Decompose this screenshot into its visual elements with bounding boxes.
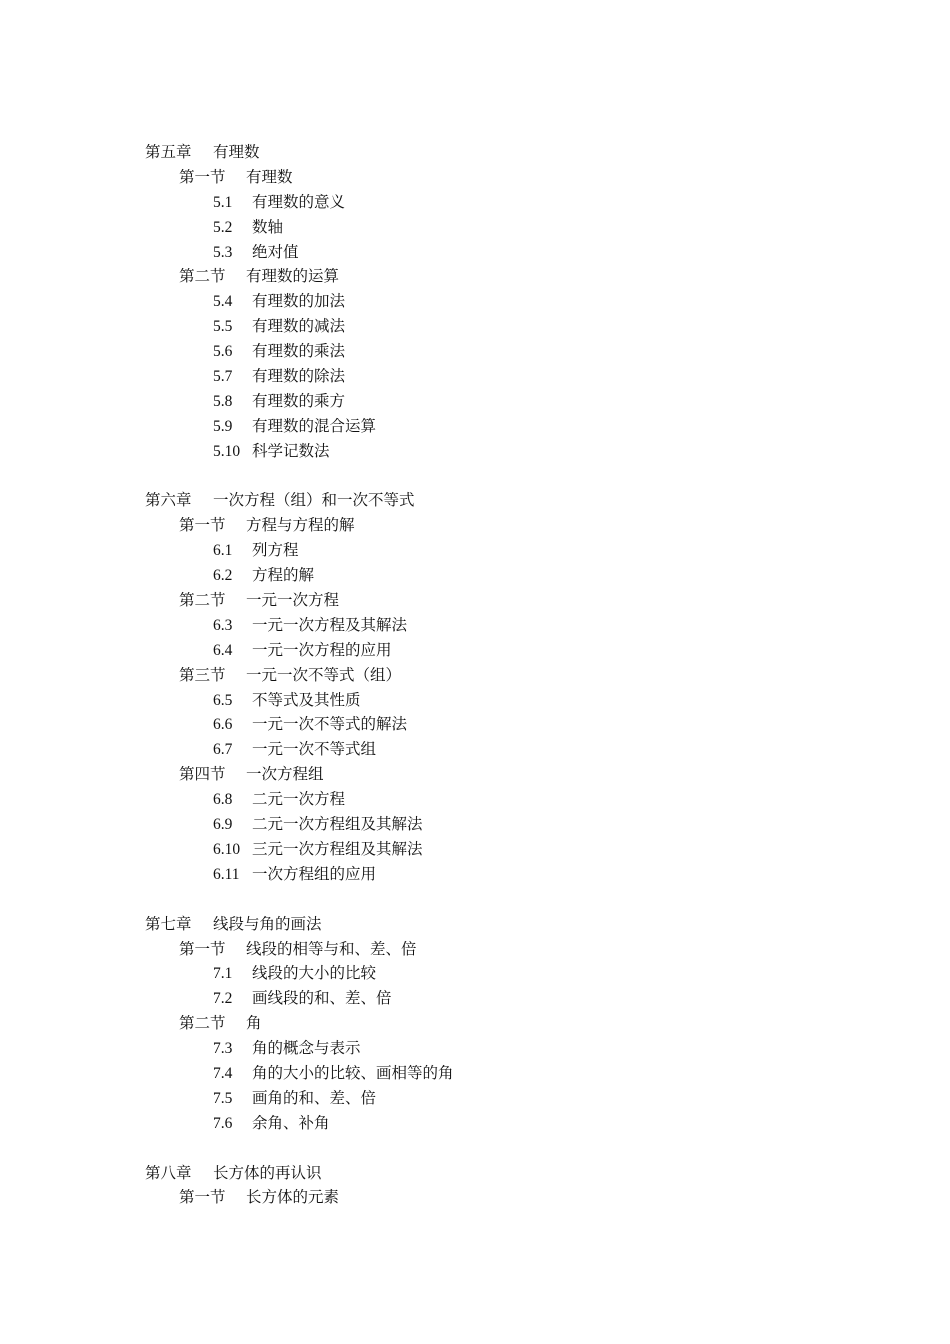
toc-entry-number: 6.3 — [213, 616, 233, 634]
section-heading — [145, 937, 905, 962]
toc-entry — [145, 289, 905, 314]
chapter-heading-number: 第七章 — [145, 915, 192, 933]
toc-entry — [145, 339, 905, 364]
toc-entry-number: 7.2 — [213, 990, 233, 1008]
section-heading — [145, 513, 905, 538]
toc-entry-title: 一元一次方程及其解法 — [252, 615, 408, 634]
toc-entry-number: 5.7 — [213, 368, 233, 386]
toc-entry-number: 5.10 — [213, 442, 241, 460]
toc-entry-number: 7.6 — [213, 1114, 233, 1132]
toc-entry-number: 7.4 — [213, 1064, 233, 1082]
toc-entry-number: 5.6 — [213, 343, 233, 361]
toc-entry-number: 5.5 — [213, 318, 233, 336]
section-heading — [145, 588, 905, 613]
toc-entry-title: 三元一次方程组及其解法 — [252, 839, 423, 858]
toc-entry — [145, 215, 905, 240]
section-heading-title: 有理数的运算 — [246, 267, 340, 286]
section-heading-number: 第二节 — [179, 268, 226, 286]
toc-entry-title: 有理数的减法 — [252, 317, 346, 336]
toc-entry-title: 一元一次不等式组 — [252, 740, 377, 759]
toc-entry-number: 6.1 — [213, 542, 233, 560]
toc-entry — [145, 613, 905, 638]
toc-entry-number: 6.10 — [213, 840, 241, 858]
toc-entry-title: 线段的大小的比较 — [252, 964, 377, 983]
section-heading-number: 第一节 — [179, 517, 226, 535]
toc-entry-title: 一元一次不等式的解法 — [252, 715, 408, 734]
chapter-heading-number: 第五章 — [145, 144, 192, 161]
chapter-heading — [145, 912, 905, 937]
toc-entry-number: 5.1 — [213, 193, 233, 211]
toc-entry-number: 6.8 — [213, 791, 233, 809]
toc-entry-title: 绝对值 — [252, 242, 299, 261]
chapter-heading-title: 线段与角的画法 — [213, 914, 322, 933]
chapter-heading — [145, 488, 905, 513]
toc-entry — [145, 314, 905, 339]
section-heading-number: 第一节 — [179, 1189, 226, 1207]
toc-entry-title: 一次方程组的应用 — [252, 864, 377, 883]
toc-entry-title: 方程的解 — [252, 566, 315, 585]
toc-entry — [145, 688, 905, 713]
toc-entry — [145, 986, 905, 1011]
chapter-heading-title: 有理数 — [213, 143, 260, 161]
chapter-heading-title: 长方体的再认识 — [213, 1163, 322, 1182]
table-of-contents — [145, 140, 905, 1210]
toc-entry — [145, 862, 905, 887]
section-heading-title: 角 — [246, 1014, 262, 1033]
section-heading-number: 第一节 — [179, 168, 226, 186]
chapter-heading-number: 第六章 — [145, 492, 192, 510]
toc-entry-number: 5.3 — [213, 243, 233, 261]
section-heading — [145, 264, 905, 289]
toc-entry-number: 5.4 — [213, 293, 233, 311]
toc-entry-title: 有理数的乘方 — [252, 391, 346, 410]
chapter-spacer — [145, 464, 905, 489]
toc-entry-title: 有理数的混合运算 — [252, 416, 377, 435]
section-heading-number: 第二节 — [179, 592, 226, 610]
section-heading-title: 线段的相等与和、差、倍 — [246, 939, 417, 958]
toc-entry-title: 画角的和、差、倍 — [252, 1088, 377, 1107]
chapter-heading-number: 第八章 — [145, 1164, 192, 1182]
toc-entry-title: 余角、补角 — [252, 1113, 330, 1132]
toc-entry-title: 科学记数法 — [252, 441, 330, 460]
chapter-spacer — [145, 1136, 905, 1161]
toc-entry-title: 有理数的意义 — [252, 192, 346, 211]
toc-entry-title: 一元一次方程的应用 — [252, 640, 392, 659]
toc-entry-title: 角的大小的比较、画相等的角 — [252, 1063, 454, 1082]
section-heading-number: 第一节 — [179, 940, 226, 958]
section-heading-title: 一元一次方程 — [246, 591, 340, 610]
toc-entry — [145, 364, 905, 389]
toc-entry-title: 有理数的除法 — [252, 367, 346, 386]
chapter-heading — [145, 140, 905, 165]
toc-entry-title: 有理数的加法 — [252, 292, 346, 311]
toc-entry — [145, 737, 905, 762]
toc-entry-number: 7.1 — [213, 965, 233, 983]
section-heading-number: 第四节 — [179, 766, 226, 784]
toc-entry — [145, 1036, 905, 1061]
toc-entry — [145, 414, 905, 439]
chapter-heading-title: 一次方程（组）和一次不等式 — [213, 491, 415, 510]
toc-entry-number: 6.9 — [213, 816, 233, 834]
toc-entry — [145, 638, 905, 663]
toc-entry — [145, 439, 905, 464]
section-heading — [145, 762, 905, 787]
toc-entry — [145, 712, 905, 737]
toc-entry-number: 6.5 — [213, 691, 233, 709]
section-heading-title: 一次方程组 — [246, 765, 324, 784]
toc-entry — [145, 1061, 905, 1086]
section-heading-title: 有理数 — [246, 167, 293, 186]
toc-entry-number: 7.5 — [213, 1089, 233, 1107]
toc-entry-number: 6.11 — [213, 865, 240, 883]
toc-entry — [145, 1086, 905, 1111]
toc-entry — [145, 389, 905, 414]
toc-entry-number: 6.4 — [213, 641, 233, 659]
toc-entry-number: 5.8 — [213, 392, 233, 410]
toc-entry-title: 角的概念与表示 — [252, 1039, 361, 1058]
section-heading — [145, 1185, 905, 1210]
section-heading — [145, 165, 905, 190]
toc-entry — [145, 787, 905, 812]
toc-entry-number: 5.9 — [213, 417, 233, 435]
toc-entry-number: 5.2 — [213, 218, 233, 236]
toc-entry — [145, 563, 905, 588]
section-heading-title: 方程与方程的解 — [246, 516, 355, 535]
toc-entry — [145, 812, 905, 837]
toc-entry-number: 6.2 — [213, 567, 233, 585]
toc-entry — [145, 240, 905, 265]
toc-entry — [145, 538, 905, 563]
section-heading — [145, 663, 905, 688]
toc-entry-title: 二元一次方程组及其解法 — [252, 815, 423, 834]
section-heading-number: 第二节 — [179, 1015, 226, 1033]
toc-entry-title: 有理数的乘法 — [252, 342, 346, 361]
toc-entry-number: 7.3 — [213, 1040, 233, 1058]
toc-entry-number: 6.6 — [213, 716, 233, 734]
toc-entry — [145, 1111, 905, 1136]
section-heading-title: 长方体的元素 — [246, 1188, 340, 1207]
toc-entry-title: 不等式及其性质 — [252, 690, 361, 709]
section-heading — [145, 1011, 905, 1036]
chapter-heading — [145, 1161, 905, 1186]
toc-entry — [145, 190, 905, 215]
toc-entry-title: 列方程 — [252, 541, 299, 560]
toc-entry-title: 二元一次方程 — [252, 790, 346, 809]
toc-entry-number: 6.7 — [213, 741, 233, 759]
toc-entry — [145, 961, 905, 986]
section-heading-title: 一元一次不等式（组） — [246, 665, 402, 684]
toc-entry-title: 数轴 — [252, 217, 284, 236]
section-heading-number: 第三节 — [179, 666, 226, 684]
toc-entry — [145, 837, 905, 862]
toc-entry-title: 画线段的和、差、倍 — [252, 989, 392, 1008]
chapter-spacer — [145, 887, 905, 912]
